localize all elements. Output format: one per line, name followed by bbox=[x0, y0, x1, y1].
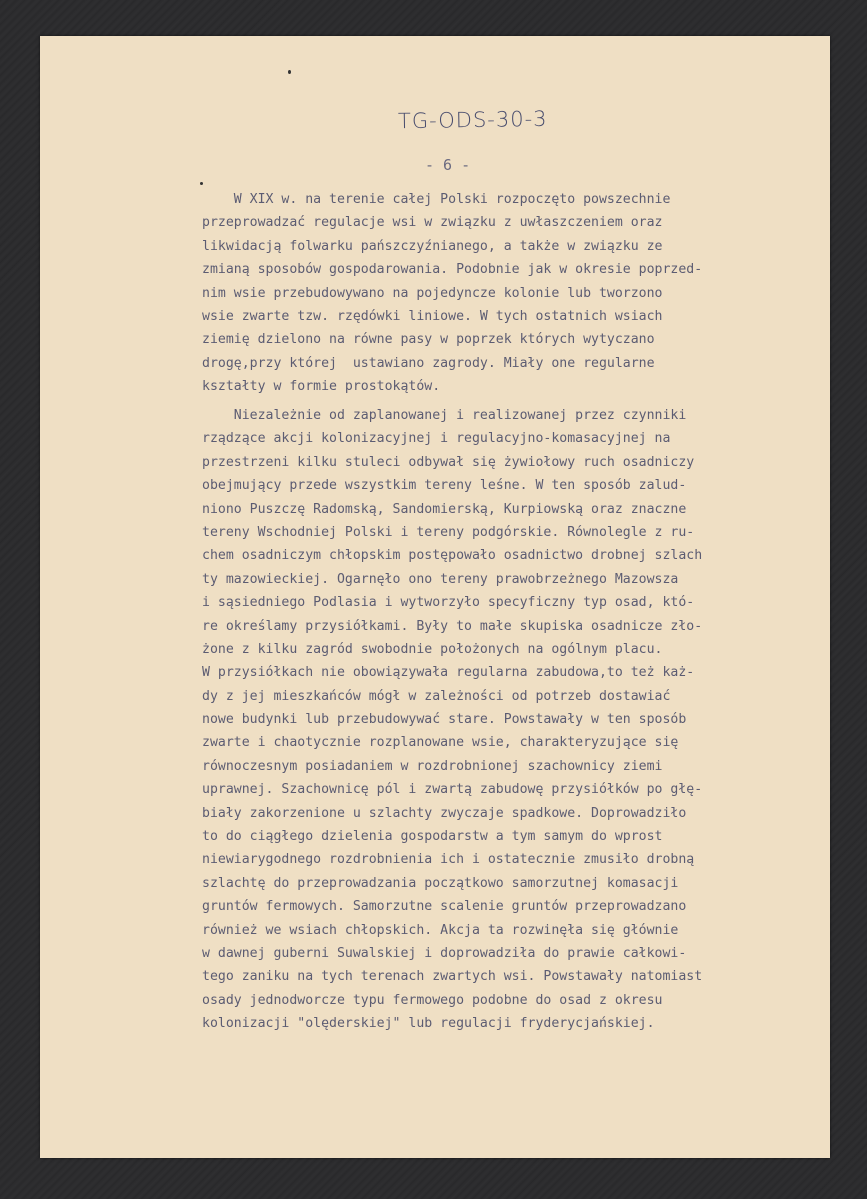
text-line: wsie zwarte tzw. rzędówki liniowe. W tych ostatnich wsiach bbox=[202, 308, 663, 324]
text-line: chem osadniczym chłopskim postępowało osadnictwo drobnej szlach bbox=[202, 548, 703, 564]
page-number: - 6 - bbox=[425, 156, 471, 174]
text-line: kształty w formie prostokątów. bbox=[202, 379, 441, 395]
document-page bbox=[40, 36, 830, 1158]
text-line: Niezależnie od zaplanowanej i realizowanej przez czynniki bbox=[202, 408, 687, 423]
text-line: obejmujący przede wszystkim tereny leśne. W ten sposób zalud- bbox=[202, 478, 687, 494]
text-line: re określamy przysiółkami. Były to małe skupiska osadnicze zło- bbox=[202, 618, 703, 634]
text-line: równoczesnym posiadaniem w rozdrobnionej szachownicy ziemi bbox=[202, 758, 663, 774]
text-line: zmianą sposobów gospodarowania. Podobnie jak w okresie poprzed- bbox=[202, 262, 703, 278]
text-line: zwarte i chaotycznie rozplanowane wsie, charakteryzujące się bbox=[202, 735, 679, 751]
text-line: osady jednodworcze typu fermowego podobne do osad z okresu bbox=[202, 992, 663, 1008]
ink-speck bbox=[200, 182, 203, 185]
text-line: również we wsiach chłopskich. Akcja ta rozwinęła się głównie bbox=[202, 922, 679, 938]
text-line: kolonizacji "olęderskiej" lub regulacji fryderycjańskiej. bbox=[202, 1016, 655, 1032]
text-line: uprawnej. Szachownicę pól i zwartą zabudowę przysiółków po głę- bbox=[202, 782, 703, 798]
text-line: przestrzeni kilku stuleci odbywał się żywiołowy ruch osadniczy bbox=[202, 454, 695, 470]
text-line: tereny Wschodniej Polski i tereny podgórskie. Równolegle z ru- bbox=[202, 524, 695, 540]
text-line: tego zaniku na tych terenach zwartych wsi. Powstawały natomiast bbox=[202, 969, 703, 985]
text-line: szlachtę do przeprowadzania początkowo samorzutnej komasacji bbox=[202, 875, 679, 891]
text-line: ty mazowieckiej. Ogarnęło ono tereny prawobrzeżnego Mazowsza bbox=[202, 571, 679, 587]
text-line: niewiarygodnego rozdrobnienia ich i ostatecznie zmusiło drobną bbox=[202, 852, 695, 868]
archive-reference: TG-ODS-30-3 bbox=[397, 106, 548, 134]
text-line: żone z kilku zagród swobodnie położonych na ogólnym placu. bbox=[202, 641, 663, 657]
text-line: W XIX w. na terenie całej Polski rozpoczęto powszechnie bbox=[202, 192, 671, 207]
text-line: ziemię dzielono na równe pasy w poprzek których wytyczano bbox=[202, 332, 655, 348]
text-line: rządzące akcji kolonizacyjnej i regulacyjno-komasacyjnej na bbox=[202, 431, 671, 447]
text-line: w dawnej guberni Suwalskiej i doprowadziła do prawie całkowi- bbox=[202, 945, 687, 961]
text-line: dy z jej mieszkańców mógł w zależności od potrzeb dostawiać bbox=[202, 688, 671, 704]
ink-speck bbox=[288, 70, 291, 74]
text-line: przeprowadzać regulacje wsi w związku z uwłaszczeniem oraz bbox=[202, 215, 663, 231]
text-line: biały zakorzenione u szlachty zwyczaje spadkowe. Doprowadziło bbox=[202, 805, 687, 821]
text-line: nim wsie przebudowywano na pojedyncze kolonie lub tworzono bbox=[202, 285, 663, 301]
text-line: likwidacją folwarku pańszczyźnianego, a także w związku ze bbox=[202, 238, 663, 254]
paragraph-1 bbox=[202, 188, 702, 399]
paragraph-2 bbox=[202, 404, 702, 1036]
text-line: W przysiółkach nie obowiązywała regularna zabudowa,to też każ- bbox=[202, 665, 695, 681]
text-line: i sąsiedniego Podlasia i wytworzyło specyficzny typ osad, któ- bbox=[202, 595, 695, 611]
text-line: niono Puszczę Radomską, Sandomierską, Kurpiowską oraz znaczne bbox=[202, 501, 687, 517]
text-line: nowe budynki lub przebudowywać stare. Powstawały w ten sposób bbox=[202, 712, 687, 728]
text-line: to do ciągłego dzielenia gospodarstw a tym samym do wprost bbox=[202, 829, 663, 845]
text-line: gruntów fermowych. Samorzutne scalenie gruntów przeprowadzano bbox=[202, 899, 687, 915]
text-line: drogę,przy której ustawiano zagrody. Miały one regularne bbox=[202, 355, 655, 371]
